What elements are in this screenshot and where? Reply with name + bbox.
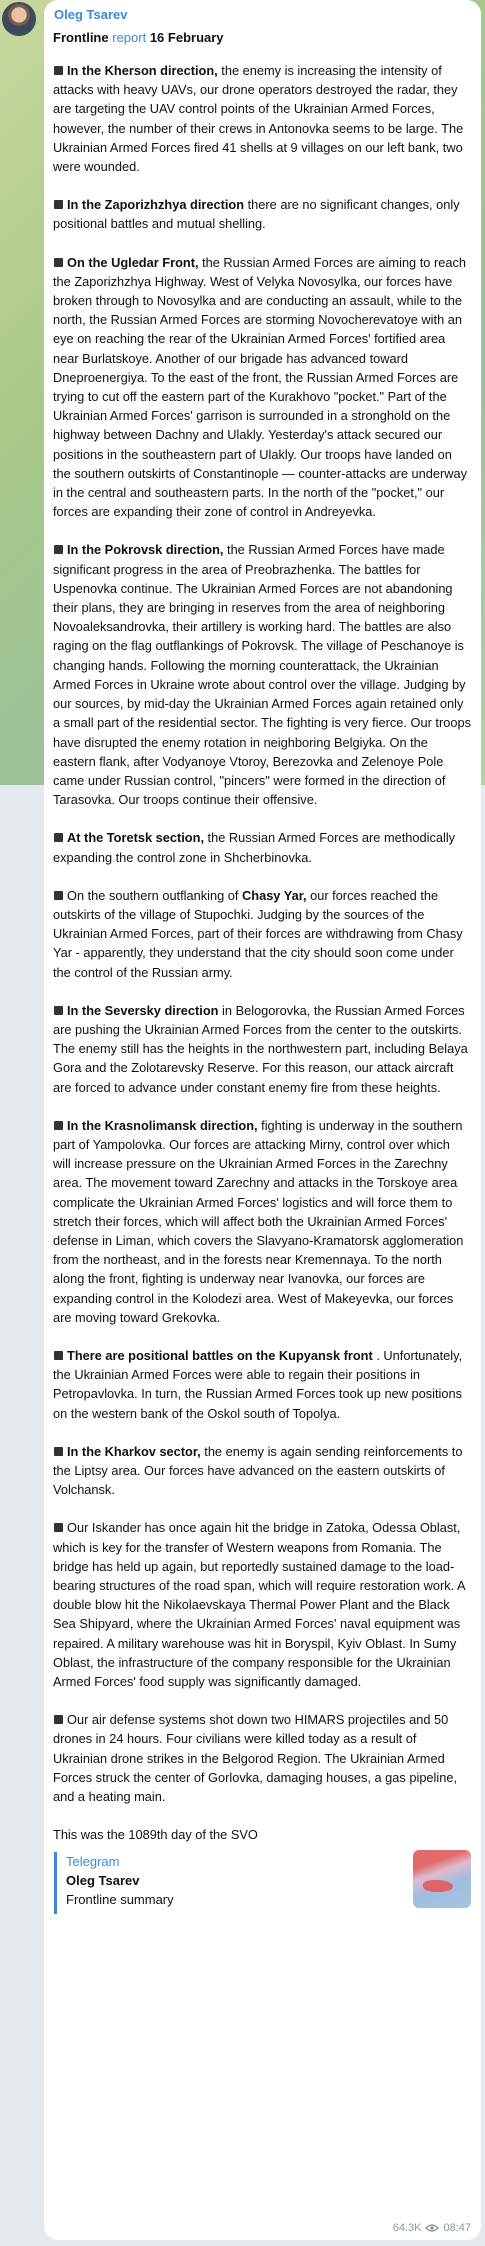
paragraph-heading: In the Kherson direction, [67,63,218,78]
square-bullet-icon [54,1121,63,1130]
square-bullet-icon [54,258,63,267]
square-bullet-icon [54,1006,63,1015]
paragraph-heading: At the Toretsk section, [67,830,204,846]
paragraph-text: the enemy is increasing the intensity of attacks with heavy UAVs, our drone operators destroyed the radar, they are targeting the UAV control points of the Ukrainian Armed Forces, however, the number of their crews in Antonovka seems to be large. The Ukrainian Armed Forces fired 41 shells at 9 villages on our left bank, two were wounded. [53,63,464,175]
report-link[interactable]: report [112,30,147,45]
paragraph-text: the Russian Armed Forces are aiming to reach the Zaporizhzhya Highway. West of Velyka Novosylka, our forces have broken through to Novosylka and are conducting an assault, while to the north, the Russian Armed Forces are storming Novocherevatoye with an eye on reaching the rear of the Ukrainian Armed Forces' fortified area near Burlatskoye. Another of our brigade has advanced toward Dneproenergiya. To the east of the front, the Russian Armed Forces are trying to cut off the eastern part of the Kurakhovo "pocket." Part of the Ukrainian Armed Forces' garrison is surrounded in a stronghold on the highway between Dachny and Ulakly. Yesterday's attack secured our positions in the southeastern part of Ulakly. Our troops have landed on the southern outskirts of Constantinople — counter-attacks are underway in the central and southeastern parts. In the north of the "pocket," our forces are expanding their zone of control in Andreyevka. [53,254,467,520]
message-body [53,61,471,1806]
report-paragraph [53,61,471,176]
message-time: 08:47 [443,2222,471,2234]
report-paragraph [53,1518,471,1691]
report-paragraph [53,540,471,809]
subhead-prefix: Frontline [53,30,109,45]
message-author[interactable]: Oleg Tsarev [54,7,128,22]
preview-site: Telegram [66,1854,120,1870]
report-paragraph [53,1346,471,1423]
square-bullet-icon [54,545,63,554]
report-paragraph [53,1001,471,1097]
preview-map-thumbnail[interactable] [413,1850,471,1908]
avatar[interactable] [2,2,36,36]
preview-title: Oleg Tsarev [66,1873,140,1889]
paragraph-heading: In the Zaporizhzhya direction [67,197,245,213]
paragraph-heading: There are positional battles on the Kupyansk front [67,1347,373,1363]
paragraph-heading: Chasy Yar, [242,887,307,903]
eye-icon [425,2223,439,2233]
paragraph-heading: In the Krasnolimansk direction, [67,1117,258,1133]
preview-description: Frontline summary [66,1892,174,1908]
closing-line: This was the 1089th day of the SVO [53,1827,258,1843]
square-bullet-icon [54,200,63,209]
view-count: 64.3K [392,2222,422,2234]
square-bullet-icon [54,1351,63,1360]
paragraph-text: the Russian Armed Forces have made significant progress in the area of Preobrazhenka. The battles for Uspenovka continue. The Ukrainian Armed Forces are not abandoning their plans, they are bringing in reserves from the area of neighboring Novoaleksandrovka, their artillery is working hard. The battles are also raging on the flag outflankings of Pokrovsk. The village of Peschanoye is changing hands. Following the morning counterattack, the Ukrainian Armed Forces in Ukraine wrote about control over the village. Judging by our sources, by mid-day the Ukrainian Armed Forces again retained only a small part of the residential sector. The fighting is very fierce. Our troops have disrupted the enemy rotation in neighboring Belgiyka. On the eastern flank, after Vodyanoye Vtoroy, Berezovka and Zelenoye Pole came under Russian control, "pincers" were formed in the direction of Tarasovka. Our troops continue their offensive. [53,542,471,808]
square-bullet-icon [54,66,63,75]
paragraph-text: the Russian Armed Forces are methodically expanding the control zone in Shcherbinovka. [53,830,456,865]
paragraph-heading: On the Ugledar Front, [67,254,199,270]
square-bullet-icon [54,1447,63,1456]
paragraph-heading: In the Pokrovsk direction, [67,542,224,558]
paragraph-text: our forces reached the outskirts of the village of Stupochki. Judging by the sources of the Ukrainian Armed Forces, part of their forces are withdrawing from Chasy Yar - apparently, they understand that the city should soon come under the control of the Russian army. [53,887,463,980]
paragraph-heading: In the Seversky direction [67,1002,219,1018]
subhead-date: 16 February [149,30,224,45]
paragraph-lead-text: Our air defense systems shot down two HIMARS projectiles and 50 drones in 24 hours. Four civilians were killed today as a result of Ukrainian drone strikes in the Belgorod Region. The Ukrainian Armed Forces struck the center of Gorlovka, damaging houses, a gas pipeline, and a heating main. [53,1712,458,1805]
square-bullet-icon [54,833,63,842]
message-bubble [44,0,481,2240]
paragraph-lead-text: Our Iskander has once again hit the bridge in Zatoka, Odessa Oblast, which is key for the transfer of Western weapons from Romania. The bridge has held up again, but reportedly sustained damage to the load-bearing structures of the road span, which will require restoration work. A double blow hit the Nikolaevskaya Thermal Power Plant and the Black Sea Shipyard, where the Ukrainian Armed Forces' naval equipment was repaired. A military warehouse was hit in Boryspil, Kyiv Oblast. In Sumy Oblast, the infrastructure of the company responsible for the Ukrainian Armed Forces' food supply was significantly damaged. [53,1520,465,1690]
report-paragraph [53,1710,471,1806]
paragraph-text: in Belogorovka, the Russian Armed Forces are pushing the Ukrainian Armed Forces from the center to the outskirts. The enemy still has the heights in the northwestern part, including Belaya Gora and the Zolotarevsky Reserve. For this reason, our attack aircraft are forced to advance under constant enemy fire from these heights. [53,1002,468,1095]
paragraph-text: . Unfortunately, the Ukrainian Armed Forces were able to regain their positions in Petropavlovka. In turn, the Russian Armed Forces took up new positions on the western bank of the Oskol south of Topolya. [53,1347,463,1421]
paragraph-text: fighting is underway in the southern part of Yampolovka. Our forces are attacking Mirny, control over which will increase pressure on the Ukrainian Armed Forces in the Zarechny area. The movement toward Zarechny and attacks in the Torskoye area complicate the Ukrainian Armed Forces' logistics and will force them to stretch their forces, which will affect both the Ukrainian Armed Forces' defense in Liman, which covers the Slavyano-Kramatorsk agglomeration from the northeast, and in the forests near Kremennaya. To the north along the front, fighting is underway near Ivanovka, our forces are expanding control in the Kolodezi area. West of Makeyevka, our forces are moving toward Grekovka. [53,1117,464,1325]
report-paragraph [53,828,471,866]
link-preview[interactable] [54,1852,471,1914]
paragraph-text: there are no significant changes, only positional battles and mutual shelling. [53,197,460,232]
report-paragraph [53,195,471,233]
report-paragraph [53,253,471,522]
report-paragraph [53,1116,471,1327]
paragraph-lead-text: On the southern outflanking of [67,887,243,903]
report-paragraph [53,1442,471,1500]
message-subhead [53,28,471,47]
message-meta [393,2222,471,2234]
square-bullet-icon [54,1523,63,1532]
paragraph-text: the enemy is again sending reinforcements to the Liptsy area. Our forces have advanced on the eastern outskirts of Volchansk. [53,1443,463,1498]
report-paragraph [53,886,471,982]
square-bullet-icon [54,891,63,900]
paragraph-heading: In the Kharkov sector, [67,1443,201,1459]
square-bullet-icon [54,1715,63,1724]
